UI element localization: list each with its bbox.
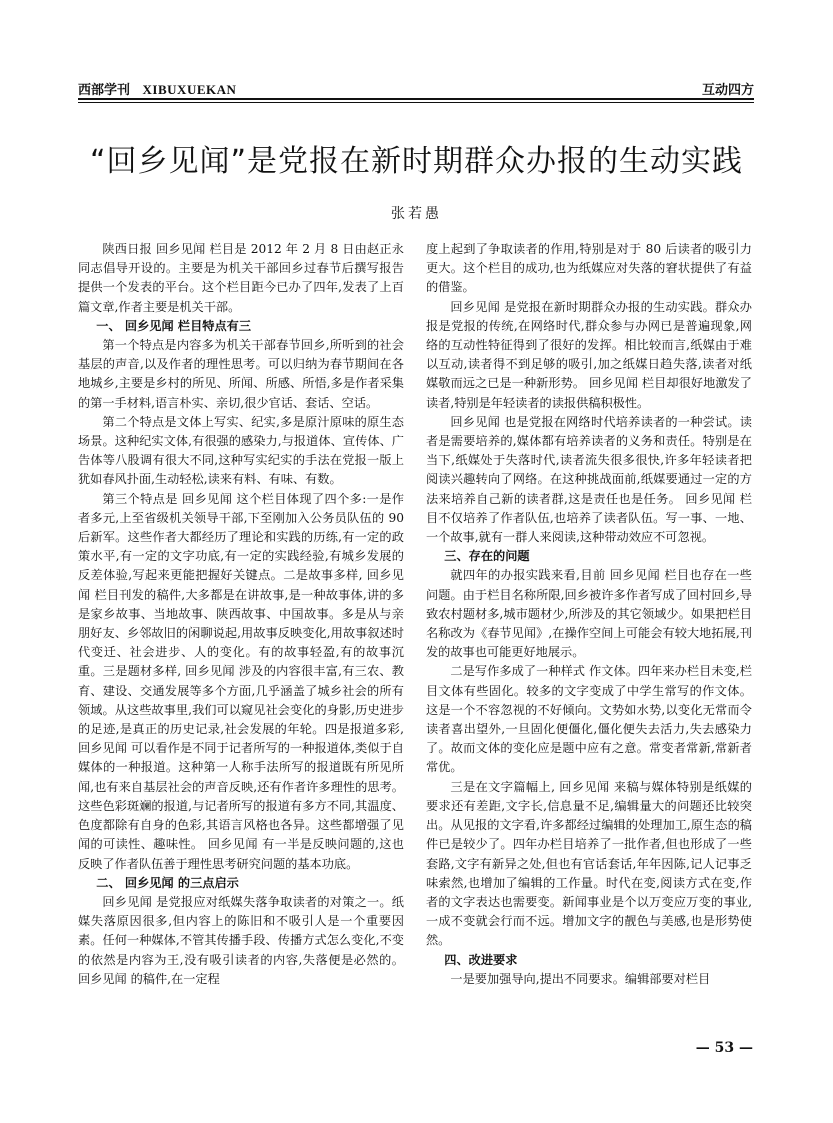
journal-name-pinyin: XIBUXUEKAN xyxy=(142,82,237,97)
article-author: 张若愚 xyxy=(391,206,442,222)
running-header xyxy=(78,76,754,98)
section-name: 互动四方 xyxy=(701,83,754,98)
paragraph: 第一个特点是内容多为机关干部春节回乡,所听到的社会基层的声音,以及作者的理性思考。可以归纳为春节期间在各地城乡,主要是乡村的所见、所闻、所感、所悟,多是作者采集的第一手材料,语言朴实、亲切,很少官话、套话、空话。 xyxy=(78,338,404,410)
paragraph: 三是在文字篇幅上, 回乡见闻 来稿与媒体特别是纸媒的要求还有差距,文字长,信息量不足,编辑量大的问题还比较突出。从见报的文字看,许多都经过编辑的处理加工,原生态的稿件已是较少了。四年办栏目培养了一批作者,但也形成了一些套路,文字有新异之处,但也有官话套话,年年因陈,记人记事乏味索然,也增加了编辑的工作量。时代在变,阅读方式在变,作者的文字表达也需要变。新闻事业是个以万变应万变的事业,一成不变就会行而不远。增加文字的靓色与美感,也是形势使然。 xyxy=(426,779,752,948)
paragraph: 一是要加强导向,提出不同要求。编辑部要对栏目 xyxy=(450,971,711,986)
journal-name xyxy=(78,79,244,98)
paragraph: 就四年的办报实践来看,目前 回乡见闻 栏目也存在一些问题。由于栏目名称所限,回乡被许多作者写成了回村回乡,导致农村题材多,城市题材少,所涉及的其它领域少。如果把栏目名称改为《春节见闻》,在操作空间上可能会有较大地拓展,刊发的故事也可能更好地展示。 xyxy=(426,568,752,660)
header-rule-thick xyxy=(78,98,754,100)
section-heading: 一、 回乡见闻 栏目特点有三 xyxy=(96,318,252,333)
right-column xyxy=(426,240,752,989)
section-heading: 四、改进要求 xyxy=(444,952,518,967)
paragraph: 回乡见闻 是党报在新时期群众办报的生动实践。群众办报是党报的传统,在网络时代,群众参与办网已是普遍现象,网络的互动性特征得到了很好的发挥。相比较而言,纸媒由于难以互动,读者得不到足够的吸引,加之纸媒日趋失落,读者对纸媒敬而远之已是一种新形势。 回乡见闻 栏目却很好地激发了读者,特别是年轻读者的读报供稿积极性。 xyxy=(426,299,752,410)
paragraph: 二是写作多成了一种样式 作文体。四年来办栏目未变,栏目文体有些固化。较多的文字变成了中学生常写的作文体。这是一个不容忽视的不好倾向。文势如水势,以变化无常而令读者喜出望外,一旦固化便僵化,僵化便失去活力,失去感染力了。故而文体的变化应是题中应有之意。常变者常新,常新者常优。 xyxy=(426,664,752,775)
paragraph: 回乡见闻 是党报应对纸媒失落争取读者的对策之一。纸媒失落原因很多,但内容上的陈旧和不吸引人是一个重要因素。任何一种媒体,不管其传播手段、传播方式怎么变化,不变的依然是内容为王,没有吸引读者的内容,失落便是必然的。 回乡见闻 的稿件,在一定程 xyxy=(78,894,404,986)
header-rule-thin xyxy=(78,102,754,103)
paragraph: 第三个特点是 回乡见闻 这个栏目体现了四个多:一是作者多元,上至省级机关领导干部,下至刚加入公务员队伍的 90 后新军。这些作者大都经历了理论和实践的历练,有一定的政策水平,有一定的文字功底,有一定的实践经验,有城乡发展的反差体验,写起来更能把握好关键点。二是故事多样, 回乡见闻 栏目刊发的稿件,大多都是在讲故事,是一种故事体,讲的多是家乡故事、当地故事、陕西故事、中国故事。多是从与亲朋好友、乡邻故旧的闲聊说起,用故事反映变化,用故事叙述时代变迁、社会进步、人的变化。有的故事轻盈,有的故事沉重。三是题材多样, 回乡见闻 涉及的内容很丰富,有三农、教育、建设、交通发展等多个方面,几乎涵盖了城乡社会的所有领域。从这些故事里,我们可以窥见社会变化的身影,历史进步的足迹,是真正的历史记录,社会发展的年轮。四是报道多彩, 回乡见闻 可以看作是不同于记者所写的一种报道体,类似于自媒体的一种报道。这种第一人称手法所写的报道既有所见所闻,也有来自基层社会的声音反映,还有作者许多理性的思考。这些色彩斑斓的报道,与记者所写的报道有多方不同,其温度、色度都除有自身的色彩,其语言风格也各异。这些都增强了见闻的可读性、趣味性。 回乡见闻 有一半是反映问题的,这也反映了作者队伍善于理性思考研究问题的基本功底。 xyxy=(78,491,404,871)
paragraph: 度上起到了争取读者的作用,特别是对于 80 后读者的吸引力更大。这个栏目的成功,也为纸媒应对失落的窘状提供了有益的借鉴。 xyxy=(426,242,752,295)
section-heading: 二、 回乡见闻 的三点启示 xyxy=(96,875,239,890)
article-title: “回乡见闻”是党报在新时期群众办报的生动实践 xyxy=(89,144,744,179)
section-heading: 三、存在的问题 xyxy=(444,549,530,564)
page-number: — 53 — xyxy=(695,1040,753,1056)
paragraph: 陕西日报 回乡见闻 栏目是 2012 年 2 月 8 日由赵正永同志倡导开设的。主要是为机关干部回乡过春节后撰写报告提供一个发表的平台。这个栏目距今已办了四年,发表了上百篇文章,作者主要是机关干部。 xyxy=(78,242,404,314)
journal-name-cn: 西部学刊 xyxy=(78,83,131,98)
left-column xyxy=(78,240,404,989)
paragraph: 第二个特点是文体上写实、纪实,多是原汁原味的原生态场景。这种纪实文体,有很强的感染力,与报道体、宣传体、广告体等八股调有很大不同,这种写实纪实的手法在党报一版上犹如春风扑面,生动轻松,读来有料、有味、有数。 xyxy=(78,414,404,487)
paragraph: 回乡见闻 也是党报在网络时代培养读者的一种尝试。读者是需要培养的,媒体都有培养读者的义务和责任。特别是在当下,纸媒处于失落时代,读者流失很多很快,许多年轻读者把阅读兴趣转向了网络。在这种挑战面前,纸媒要通过一定的方法来培养自己新的读者群,这是责任也是任务。 回乡见闻 栏目不仅培养了作者队伍,也培养了读者队伍。写一事、一地、一个故事,就有一群人来阅读,这种带动效应不可忽视。 xyxy=(426,414,752,545)
